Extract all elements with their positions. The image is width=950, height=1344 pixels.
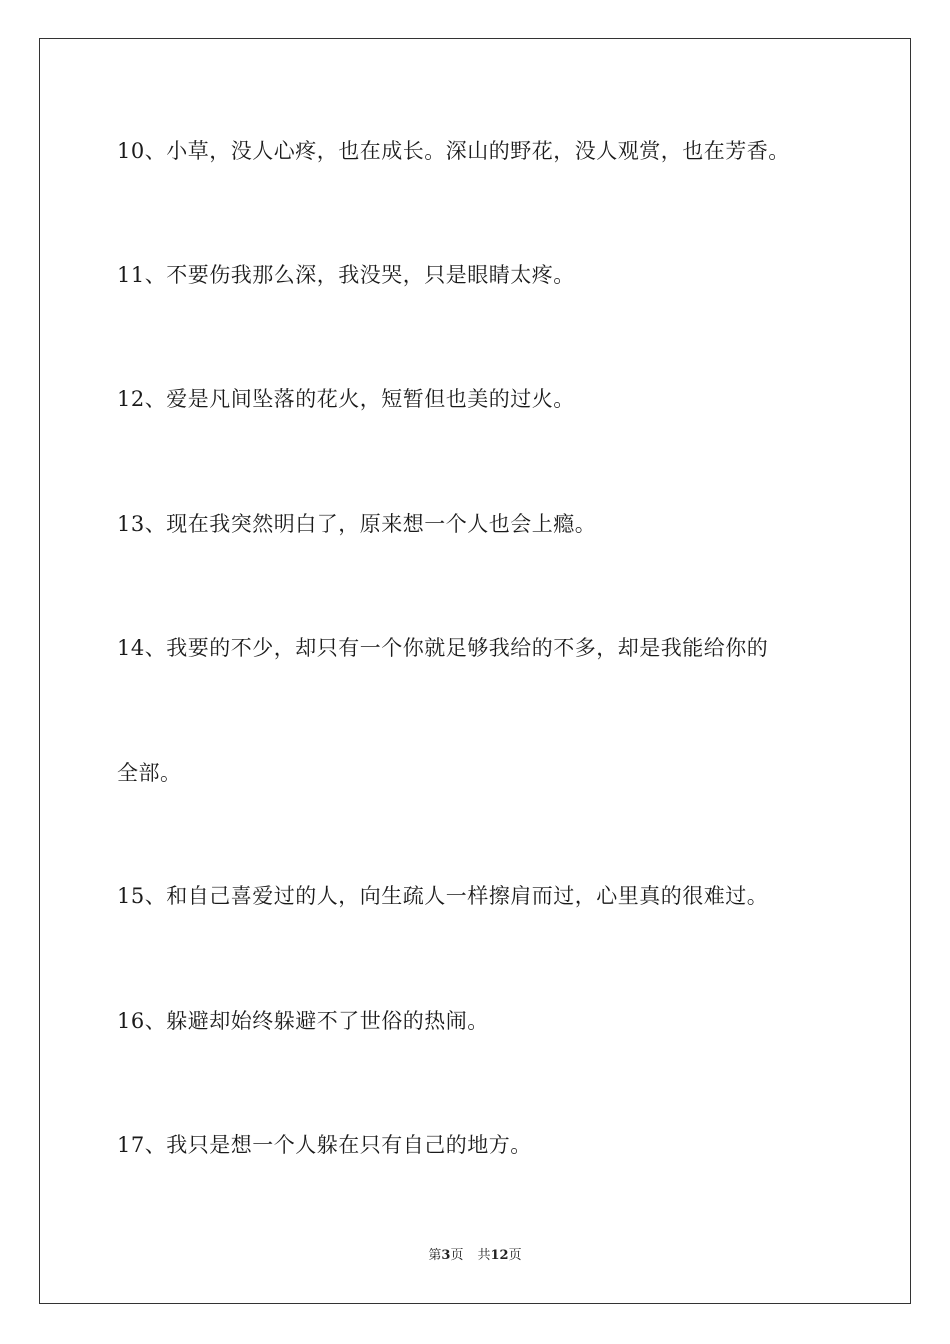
page-footer xyxy=(0,1248,950,1264)
page-suffix: 页 xyxy=(450,1248,464,1263)
total-pages: 12 xyxy=(490,1248,509,1263)
text-line-15: 15、和自己喜爱过的人，向生疏人一样擦肩而过，心里真的很难过。 xyxy=(117,884,769,908)
text-line-14-continued: 全部。 xyxy=(117,761,182,785)
page-prefix: 第 xyxy=(428,1248,442,1263)
text-line-17: 17、我只是想一个人躲在只有自己的地方。 xyxy=(117,1133,532,1157)
text-line-11: 11、不要伤我那么深，我没哭，只是眼睛太疼。 xyxy=(117,263,575,287)
page-number: 3 xyxy=(441,1248,451,1263)
total-prefix: 共 xyxy=(477,1248,491,1263)
text-line-16: 16、躲避却始终躲避不了世俗的热闹。 xyxy=(117,1009,489,1033)
page-border xyxy=(39,38,911,1304)
text-line-14: 14、我要的不少，却只有一个你就足够我给的不多，却是我能给你的 xyxy=(117,636,769,660)
total-suffix: 页 xyxy=(508,1248,522,1263)
text-line-13: 13、现在我突然明白了，原来想一个人也会上瘾。 xyxy=(117,512,597,536)
text-line-10: 10、小草，没人心疼，也在成长。深山的野花，没人观赏，也在芳香。 xyxy=(117,139,790,163)
text-line-12: 12、爱是凡间坠落的花火，短暂但也美的过火。 xyxy=(117,387,575,411)
